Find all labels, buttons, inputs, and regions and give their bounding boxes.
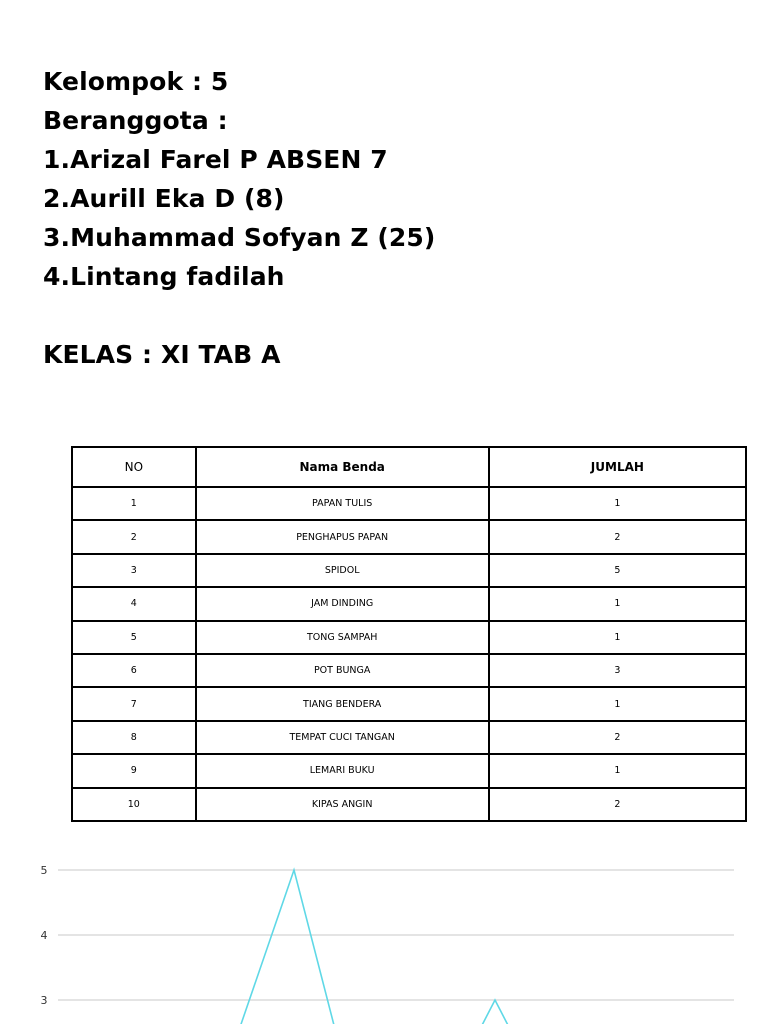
cell-no: 6 xyxy=(72,654,196,687)
table-row xyxy=(72,621,746,654)
cell-name: TONG SAMPAH xyxy=(196,621,489,654)
cell-count: 2 xyxy=(489,520,746,553)
y-tick-label: 5 xyxy=(40,864,48,877)
cell-count: 1 xyxy=(489,487,746,520)
spacer xyxy=(43,296,435,335)
table-row xyxy=(72,654,746,687)
cell-count: 2 xyxy=(489,721,746,754)
cell-count: 5 xyxy=(489,554,746,587)
cell-count: 2 xyxy=(489,788,746,821)
member-item: 3.Muhammad Sofyan Z (25) xyxy=(43,223,436,252)
column-header-no: NO xyxy=(72,447,196,487)
cell-name: SPIDOL xyxy=(196,554,489,587)
cell-no: 10 xyxy=(72,788,196,821)
cell-count: 1 xyxy=(489,754,746,787)
member-item: 4.Lintang fadilah xyxy=(43,262,285,291)
table-row xyxy=(72,687,746,720)
cell-no: 2 xyxy=(72,520,196,553)
series-line xyxy=(160,870,763,1024)
cell-no: 9 xyxy=(72,754,196,787)
table-header-row xyxy=(72,447,746,487)
header-block xyxy=(43,62,435,374)
cell-count: 1 xyxy=(489,587,746,620)
cell-no: 3 xyxy=(72,554,196,587)
cell-name: JAM DINDING xyxy=(196,587,489,620)
table-row xyxy=(72,721,746,754)
y-tick-label: 3 xyxy=(40,994,48,1007)
class-line: KELAS : XI TAB A xyxy=(43,340,281,369)
cell-name: KIPAS ANGIN xyxy=(196,788,489,821)
cell-count: 1 xyxy=(489,687,746,720)
member-item: 1.Arizal Farel P ABSEN 7 xyxy=(43,145,388,174)
members-label: Beranggota : xyxy=(43,106,228,135)
line-chart xyxy=(0,840,768,1024)
cell-name: PAPAN TULIS xyxy=(196,487,489,520)
table-row xyxy=(72,754,746,787)
column-header-name: Nama Benda xyxy=(196,447,489,487)
column-header-count: JUMLAH xyxy=(489,447,746,487)
cell-name: PENGHAPUS PAPAN xyxy=(196,520,489,553)
cell-no: 1 xyxy=(72,487,196,520)
cell-no: 8 xyxy=(72,721,196,754)
cell-name: LEMARI BUKU xyxy=(196,754,489,787)
table-row xyxy=(72,587,746,620)
cell-count: 1 xyxy=(489,621,746,654)
cell-name: POT BUNGA xyxy=(196,654,489,687)
table-row xyxy=(72,487,746,520)
cell-no: 7 xyxy=(72,687,196,720)
cell-no: 5 xyxy=(72,621,196,654)
cell-no: 4 xyxy=(72,587,196,620)
table-row xyxy=(72,554,746,587)
cell-name: TIANG BENDERA xyxy=(196,687,489,720)
y-tick-label: 4 xyxy=(40,929,48,942)
table-row xyxy=(72,788,746,821)
member-item: 2.Aurill Eka D (8) xyxy=(43,184,285,213)
cell-name: TEMPAT CUCI TANGAN xyxy=(196,721,489,754)
items-table xyxy=(71,446,747,822)
cell-count: 3 xyxy=(489,654,746,687)
group-line: Kelompok : 5 xyxy=(43,67,229,96)
table-row xyxy=(72,520,746,553)
